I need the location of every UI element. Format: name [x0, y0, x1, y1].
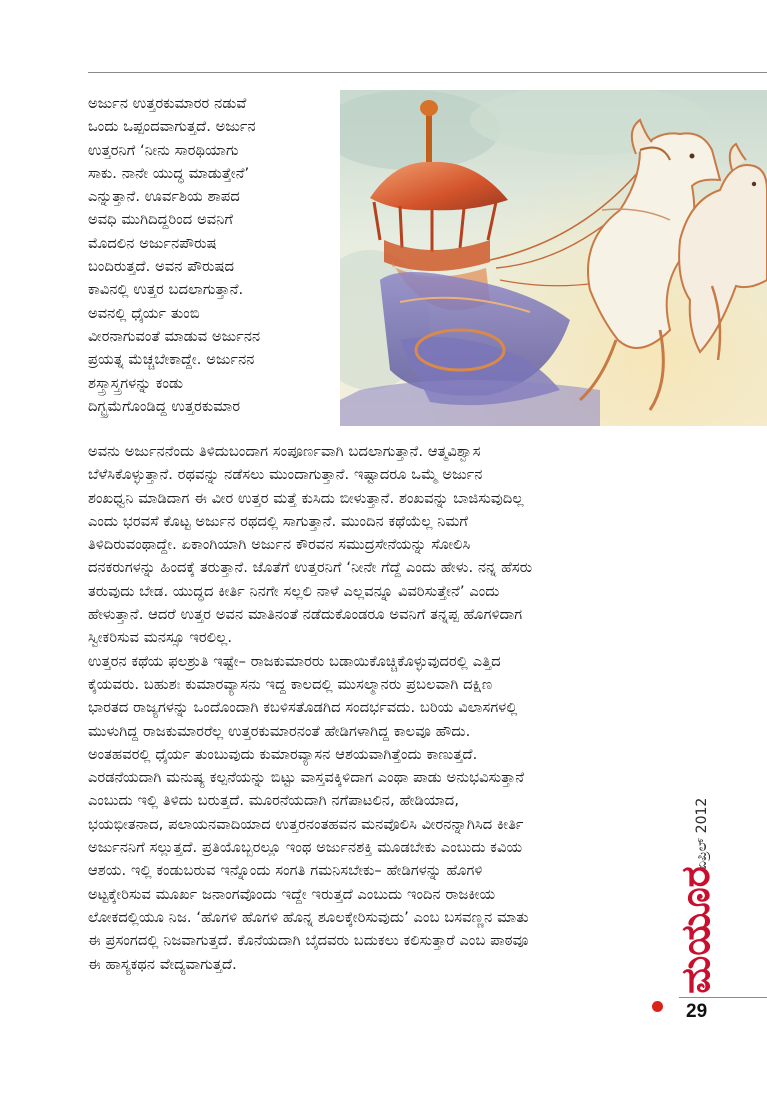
page-number: 29	[686, 1001, 708, 1022]
text-line: ದಿಗ್ಭ್ರಮೆಗೊಂಡಿದ್ದ ಉತ್ತರಕುಮಾರ	[88, 397, 241, 415]
text-line: ಕೈಯವರು. ಬಹುಶಃ ಕುಮಾರವ್ಯಾಸನು ಇದ್ದ ಕಾಲದಲ್ಲಿ ಮುಸಲ್ಮಾನರು ಪ್ರಬಲವಾಗಿ ದಕ್ಷಿಣ	[88, 675, 493, 693]
text-line: ಎಂದು ಭರವಸೆ ಕೊಟ್ಟ ಅರ್ಜುನ ರಥದಲ್ಲಿ ಸಾಗುತ್ತಾನೆ. ಮುಂದಿನ ಕಥೆಯೆಲ್ಲ ನಿಮಗೆ	[88, 512, 469, 530]
text-line: ಬೆಳೆಸಿಕೊಳ್ಳುತ್ತಾನೆ. ರಥವನ್ನು ನಡೆಸಲು ಮುಂದಾಗುತ್ತಾನೆ. ಇಷ್ಟಾದರೂ ಒಮ್ಮೆ ಅರ್ಜುನ	[88, 466, 483, 484]
text-line: ಭಾರತದ ರಾಜ್ಯಗಳನ್ನು ಒಂದೊಂದಾಗಿ ಕಬಳಿಸತೊಡಗಿದ ಸಂದರ್ಭವದು. ಬರಿಯ ವಿಲಾಸಗಳಲ್ಲಿ	[88, 699, 518, 717]
red-dot-ornament	[652, 1001, 663, 1012]
magazine-logo: ಮಯೂರ	[673, 866, 719, 994]
text-line: ಅಟ್ಟಕ್ಕೇರಿಸುವ ಮೂರ್ಖ ಜನಾಂಗವೊಂದು ಇದ್ದೇ ಇರುತ್ತದೆ ಎಂಬುದು ಇಂದಿನ ರಾಜಕೀಯ	[88, 885, 496, 903]
text-line: ಎನ್ನುತ್ತಾನೆ. ಊರ್ವಶಿಯ ಶಾಪದ	[88, 188, 240, 206]
text-line: ಕಾವಿನಲ್ಲಿ ಉತ್ತರ ಬದಲಾಗುತ್ತಾನೆ.	[88, 281, 244, 299]
text-line: ಮುಳುಗಿದ್ದ ರಾಜಕುಮಾರರೆಲ್ಲ ಉತ್ತರಕುಮಾರನಂತೆ ಹೇಡಿಗಳಾಗಿದ್ದ ಕಾಲವೂ ಹೌದು.	[88, 722, 471, 740]
text-line: ಎರಡನೆಯದಾಗಿ ಮನುಷ್ಯ ಕಲ್ಪನೆಯನ್ನು ಬಿಟ್ಟು ವಾಸ್ತವಕ್ಕಿಳಿದಾಗ ಎಂಥಾ ಪಾಡು ಅನುಭವಿಸುತ್ತಾನೆ	[88, 769, 525, 787]
text-line: ಸಾಕು. ನಾನೇ ಯುದ್ಧ ಮಾಡುತ್ತೇನೆ’	[88, 164, 250, 182]
magazine-sidebar	[673, 797, 719, 994]
text-line: ಆಶಯ. ಇಲ್ಲಿ ಕಂಡುಬರುವ ಇನ್ನೊಂದು ಸಂಗತಿ ಗಮನಿಸಬೇಕು– ಹೇಡಿಗಳನ್ನು ಹೊಗಳಿ	[88, 862, 483, 880]
text-line: ಅರ್ಜುನ ಉತ್ತರಕುಮಾರರ ನಡುವೆ	[88, 95, 247, 112]
text-line: ಅವನಲ್ಲಿ ಧೈರ್ಯ ತುಂಬಿ	[88, 304, 200, 322]
text-line: ವೀರನಾಗುವಂತೆ ಮಾಡುವ ಅರ್ಜುನನ	[88, 327, 261, 345]
watercolor-chariot-horses	[340, 90, 767, 426]
text-line: ಈ ಪ್ರಸಂಗದಲ್ಲಿ ನಿಜವಾಗುತ್ತದೆ. ಕೊನೆಯದಾಗಿ ಬೈದವರು ಬದುಕಲು ಕಲಿಸುತ್ತಾರೆ ಎಂಬ ಪಾಠವೂ	[88, 932, 529, 950]
text-line: ಈ ಹಾಸ್ಯಕಥನ ವೇದ್ಯವಾಗುತ್ತದೆ.	[88, 955, 237, 973]
text-line: ಭಯಭೀತನಾದ, ಪಲಾಯನವಾದಿಯಾದ ಉತ್ತರನಂತಹವನ ಮನವೊಲಿಸಿ ವೀರನನ್ನಾಗಿಸಿದ ಕೀರ್ತಿ	[88, 815, 524, 833]
text-line: ಅರ್ಜುನನಿಗೆ ಸಲ್ಲುತ್ತದೆ. ಪ್ರತಿಯೊಬ್ಬರಲ್ಲೂ ಇಂಥ ಅರ್ಜುನಶಕ್ತಿ ಮೂಡಬೇಕು ಎಂಬುದು ಕವಿಯ	[88, 839, 523, 857]
text-line: ಅವನು ಅರ್ಜುನನೆಂದು ತಿಳಿದುಬಂದಾಗ ಸಂಪೂರ್ಣವಾಗಿ ಬದಲಾಗುತ್ತಾನೆ. ಆತ್ಮವಿಶ್ವಾಸ	[88, 443, 481, 460]
text-line: ಉತ್ತರನ ಕಥೆಯ ಫಲಶ್ರುತಿ ಇಷ್ಟೇ– ರಾಜಕುಮಾರರು ಬಡಾಯಿಕೊಚ್ಚಿಕೊಳ್ಳುವುದರಲ್ಲಿ ಎತ್ತಿದ	[88, 652, 501, 670]
article-text-full	[88, 440, 532, 976]
text-line: ಶಂಖಧ್ವನಿ ಮಾಡಿದಾಗ ಈ ವೀರ ಉತ್ತರ ಮತ್ತೆ ಕುಸಿದು ಬೀಳುತ್ತಾನೆ. ಶಂಖವನ್ನು ಬಾಜಿಸುವುದಿಲ್ಲ	[88, 489, 524, 507]
text-line: ಬಂದಿರುತ್ತದೆ. ಅವನ ಪೌರುಷದ	[88, 258, 235, 276]
text-line: ಉತ್ತರನಿಗೆ ‘ನೀನು ಸಾರಥಿಯಾಗು	[88, 141, 239, 159]
text-line: ತರುವುದು ಬೇಡ. ಯುದ್ಧದ ಕೀರ್ತಿ ನಿನಗೇ ಸಲ್ಲಲಿ ನಾಳೆ ಎಲ್ಲವನ್ನೂ ವಿವರಿಸುತ್ತೇನೆ’ ಎಂದು	[88, 582, 500, 600]
text-line: ಪ್ರಯತ್ನ ಮೆಚ್ಚಬೇಕಾದ್ದೇ. ಅರ್ಜುನನ	[88, 351, 255, 369]
text-line: ಅವಧಿ ಮುಗಿದಿದ್ದರಿಂದ ಅವನಿಗೆ	[88, 211, 234, 229]
text-line: ಮೊದಲಿನ ಅರ್ಜುನಪೌರುಷ	[88, 234, 217, 252]
chariot-illustration	[340, 90, 767, 426]
text-line: ದನಕರುಗಳನ್ನು ಹಿಂದಕ್ಕೆ ತರುತ್ತಾನೆ. ಜೊತೆಗೆ ಉತ್ತರನಿಗೆ ‘ನೀನೇ ಗೆದ್ದೆ ಎಂದು ಹೇಳು. ನನ್ನ ಹೆಸರು	[88, 559, 533, 577]
text-line: ಎಂಬುದು ಇಲ್ಲಿ ತಿಳಿದು ಬರುತ್ತದೆ. ಮೂರನೆಯದಾಗಿ ನಗೆಪಾಟಲಿನ, ಹೇಡಿಯಾದ,	[88, 792, 460, 810]
text-line: ಶಸ್ತ್ರಾಸ್ತ್ರಗಳನ್ನು ಕಂಡು	[88, 374, 184, 392]
text-line: ಒಂದು ಒಪ್ಪಂದವಾಗುತ್ತದೆ. ಅರ್ಜುನ	[88, 118, 256, 136]
text-line: ಲೋಕದಲ್ಲಿಯೂ ನಿಜ. ‘ಹೊಗಳಿ ಹೊಗಳಿ ಹೊನ್ನ ಶೂಲಕ್ಕೇರಿಸುವುದು’ ಎಂಬ ಬಸವಣ್ಣನ ಮಾತು	[88, 908, 529, 926]
top-rule	[88, 72, 767, 73]
footer-rule	[679, 997, 767, 998]
text-line: ತಿಳಿದಿರುವಂಥಾದ್ದೇ. ಏಕಾಂಗಿಯಾಗಿ ಅರ್ಜುನ ಕೌರವನ ಸಮುದ್ರಸೇನೆಯನ್ನು ಸೋಲಿಸಿ	[88, 536, 471, 554]
text-line: ಅಂತಹವರಲ್ಲಿ ಧೈರ್ಯ ತುಂಬುವುದು ಕುಮಾರವ್ಯಾಸನ ಆಶಯವಾಗಿತ್ತೆಂದು ಕಾಣುತ್ತದೆ.	[88, 745, 478, 763]
text-line: ಹೇಳುತ್ತಾನೆ. ಆದರೆ ಉತ್ತರ ಅವನ ಮಾತಿನಂತೆ ನಡೆದುಕೊಂಡರೂ ಅವನಿಗೆ ತನ್ನಪ್ಪ ಹೊಗಳಿದಾಗ	[88, 606, 523, 624]
text-line: ಸ್ವೀಕರಿಸುವ ಮನಸ್ಸೂ ಇರಲಿಲ್ಲ.	[88, 629, 233, 647]
issue-date: ಏಪ್ರಿಲ್ 2012	[694, 797, 710, 870]
article-text-narrow	[88, 92, 260, 418]
